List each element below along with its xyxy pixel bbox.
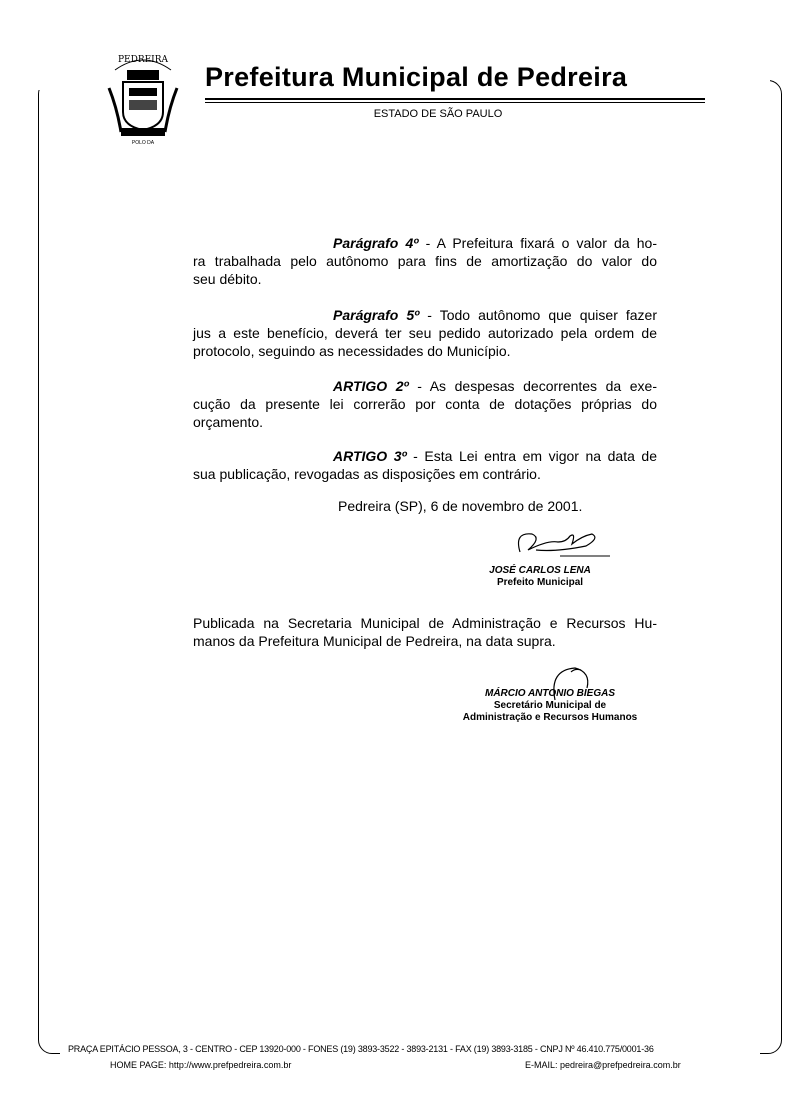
paragraph-label: Parágrafo 4º [333,235,419,251]
paragraph-text: sua publicação, revogadas as disposições em contrário. [193,466,541,482]
title-rule [205,98,705,100]
municipal-crest-logo [103,48,183,148]
svg-text:POLO DA: POLO DA [131,140,155,146]
publication-note [193,614,657,650]
date-line: Pedreira (SP), 6 de novembro de 2001. [338,498,583,514]
footer-email: E-MAIL: pedreira@prefpedreira.com.br [525,1060,681,1070]
signature-block-secretary [430,688,670,724]
signature-mark [500,522,620,562]
signer-role: Secretário Municipal de [493,700,607,711]
paragraph-text: cução da presente lei correrão por conta de dotações próprias do [193,396,657,412]
paragraph-text: orçamento. [193,414,264,430]
article-2 [193,377,657,431]
paragraph-label: Parágrafo 5º [333,307,420,323]
paragraph-text: seu débito. [193,271,262,287]
page-title: Prefeitura Municipal de Pedreira [205,62,628,92]
paragraph-text: jus a este benefício, deverá ter seu pedido autorizado pela ordem de [193,325,657,341]
footer-address: PRAÇA EPITÁCIO PESSOA, 3 - CENTRO - CEP 13920-000 - FONES (19) 3893-3522 - 3893-2131 - FAX (19) 3893-3185 - CNPJ Nº 46.410.775/0001-36 [68,1044,654,1054]
paragraph-label: ARTIGO 3º [333,448,407,464]
signer-department: Administração e Recursos Humanos [462,712,638,723]
signer-role: Prefeito Municipal [496,577,584,588]
paragraph-text: - Todo autônomo que quiser fazer [419,307,657,323]
paragraph-label: ARTIGO 2º [333,378,409,394]
paragraph-5 [193,306,657,360]
paragraph-text: manos da Prefeitura Municipal de Pedreira, na data supra. [193,633,556,649]
paragraph-text: - Esta Lei entra em vigor na data de [406,448,657,464]
signer-name: MÁRCIO ANTONIO BIEGAS [484,688,615,699]
footer-homepage: HOME PAGE: http://www.prefpedreira.com.br [110,1060,292,1070]
page-border [38,80,782,1054]
signer-name: JOSÉ CARLOS LENA [489,565,591,576]
article-3 [193,447,657,483]
paragraph-text: ra trabalhada pelo autônomo para fins de amortização do valor do [193,253,657,269]
paragraph-text: Publicada na Secretaria Municipal de Administração e Recursos Hu- [193,615,657,631]
paragraph-4 [193,234,657,288]
state-subtitle: ESTADO DE SÃO PAULO [373,108,503,120]
signature-block-mayor [470,565,610,589]
paragraph-text: protocolo, seguindo as necessidades do Município. [193,343,511,359]
title-rule-thin [205,102,705,103]
svg-text:PEDREIRA: PEDREIRA [117,55,169,65]
paragraph-text: - A Prefeitura fixará o valor da ho- [418,235,657,251]
paragraph-text: - As despesas decorrentes da exe- [408,378,658,394]
